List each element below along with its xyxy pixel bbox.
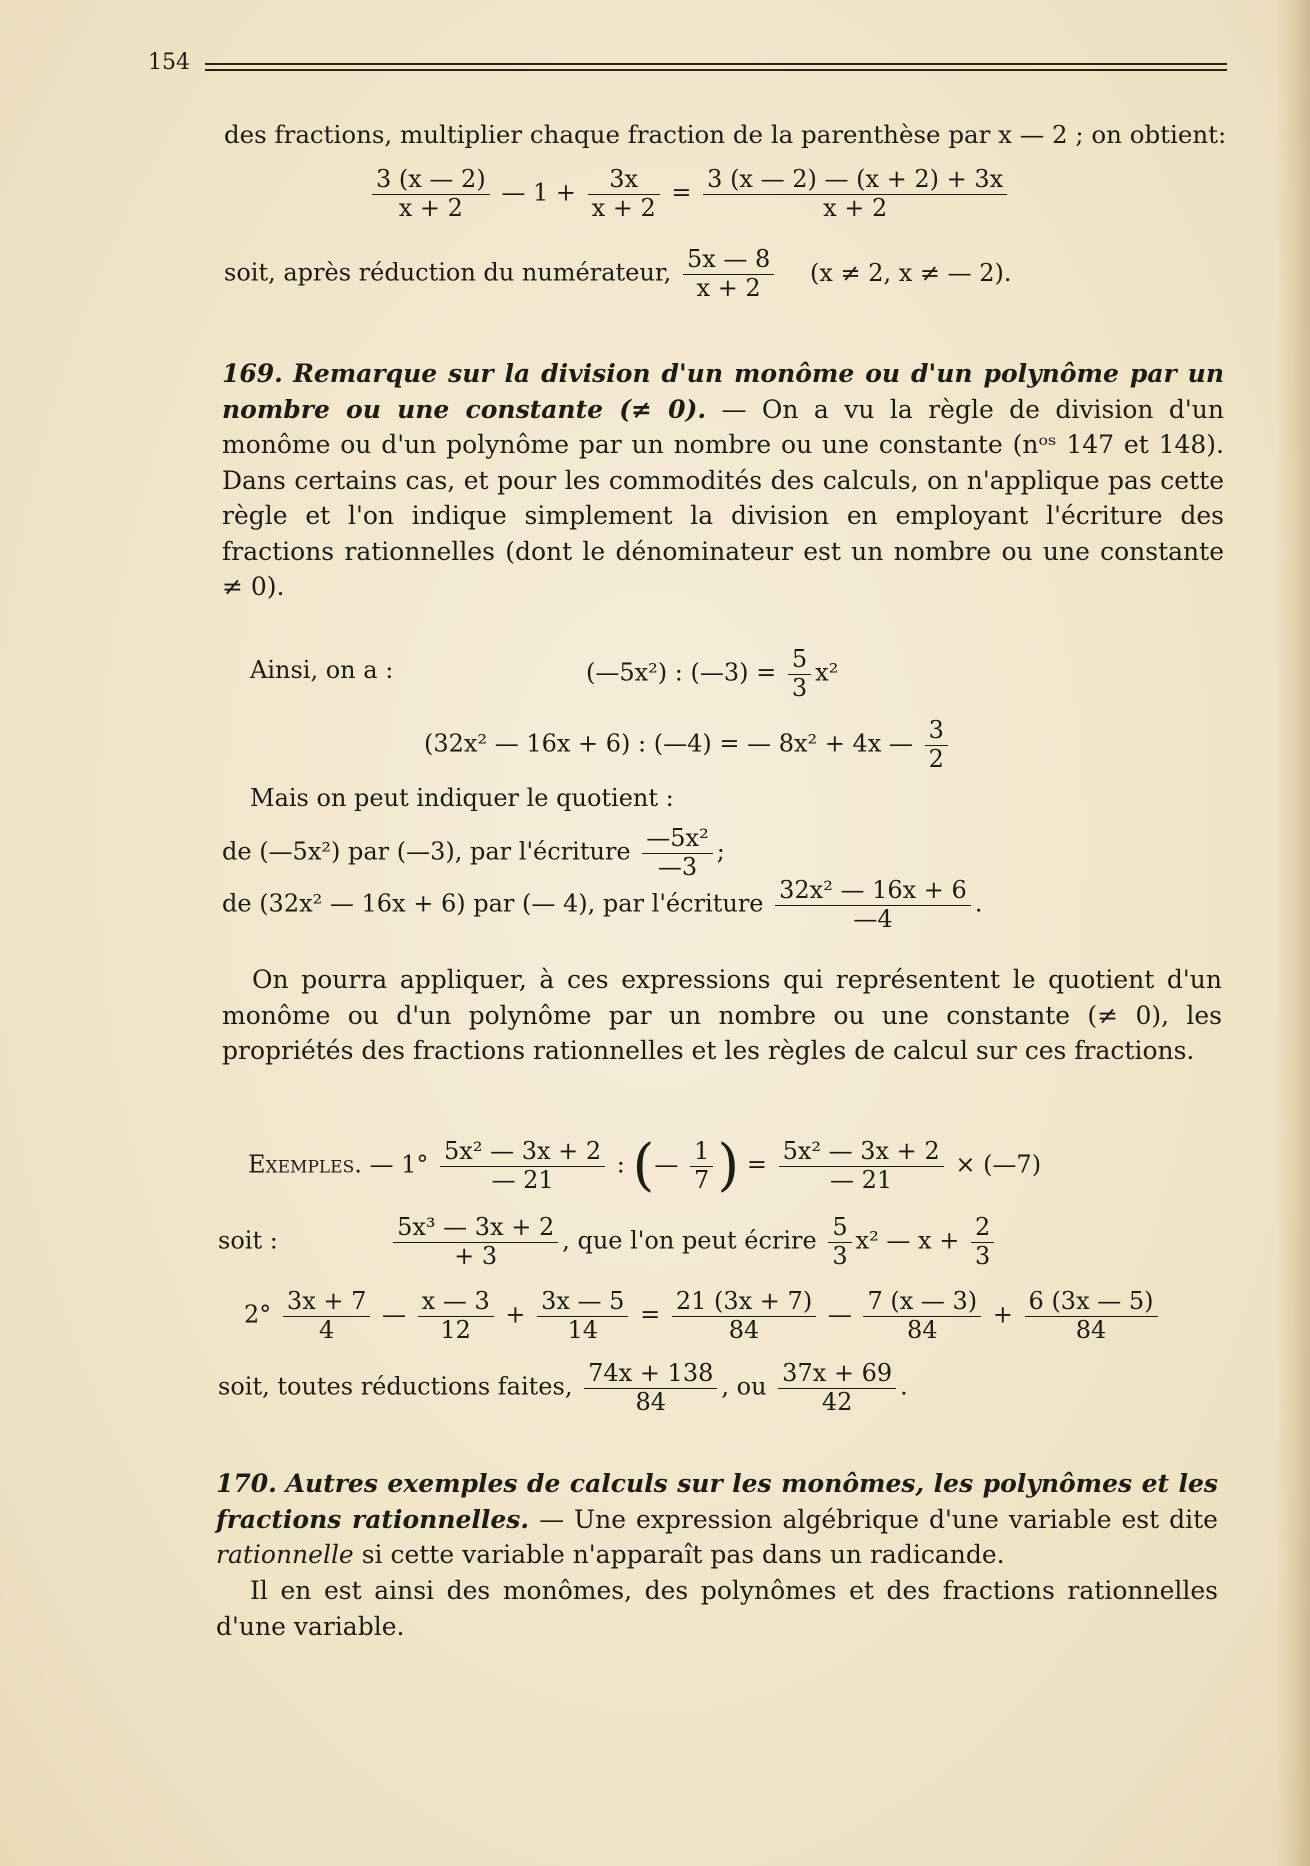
pourra-paragraph: On pourra appliquer, à ces expressions qui représentent le quotient d'un monôme ou d'un polynôme par un nombre ou une constante (≠ 0), les propriétés des fractions rationnelles et les règles de calcul sur ces fractions. [222,965,1222,1065]
fraction: $\frac{3}{2}$ [925,717,948,773]
fraction: $\frac{3 (x — 2)}{x + 2}$ [372,166,490,222]
fraction: $\frac{21 (3x + 7)}{84}$ [672,1288,816,1344]
header-rule-bottom [205,69,1227,71]
mais-line: Mais on peut indiquer le quotient : [250,784,674,812]
fraction: $\frac{5}{3}$ [828,1214,851,1270]
section-170: 170. Autres exemples de calculs sur les monômes, les polynômes et les fractions rationnelles. — Une expression algébrique d'une variable est dite rationnelle si cette variable n'apparaît pas dans un radicande. [216,1469,1218,1569]
example-1-result: soit : $\frac{\text{5x³ — 3x + 2}}{+ 3}$ , que l'on peut écrire $\frac{5}{3}$ x² — x + $\frac{2}{3}$ [218,1214,998,1270]
fraction: $\frac{\text{5x² — 3x + 2}}{— 21}$ [440,1138,605,1194]
section-body: — On a vu la règle de division d'un monôme ou d'un polynôme par un nombre ou une constante (nᵒˢ 147 et 148). Dans certains cas, et pour les commodités des calculs, on n'applique pas cette règle et l'on indique simplement la division en employant l'écriture des fractions rationnelles (dont le dénominateur est un nombre ou une constante ≠ 0). [222,394,1224,601]
fraction: $\frac{7 (x — 3)}{84}$ [863,1288,981,1344]
page-edge-shadow [1276,0,1310,1866]
intro-equation: $\frac{3 (x — 2)}{x + 2}$ — 1 + $\frac{3x}{x + 2}$ = $\frac{3 (x — 2) — (x + 2) + 3x}{x + 2}$ [368,166,1011,222]
section-title: Remarque sur la division d'un monôme ou d'un polynôme par un nombre ou une constante (≠ 0). [222,359,1224,424]
fraction: $\frac{3x + 7}{4}$ [283,1288,370,1344]
fraction: $\frac{3 (x — 2) — (x + 2) + 3x}{x + 2}$ [703,166,1007,222]
fraction: $\frac{5x — 8}{x + 2}$ [683,246,774,302]
section-169 [222,356,1224,605]
section-number: 170. [216,1469,277,1498]
ainsi-label: Ainsi, on a : [250,656,394,684]
section-number: 169. [222,359,283,388]
fraction: $\frac{3x — 5}{14}$ [537,1288,628,1344]
section-title: Autres exemples de calculs sur les monômes, les polynômes et les fractions rationnelles. [216,1469,1218,1534]
fraction: $\frac{\text{5x³ — 3x + 2}}{+ 3}$ [393,1214,558,1270]
fraction: $\frac{x — 3}{12}$ [418,1288,494,1344]
section-170-continued: Il en est ainsi des monômes, des polynômes et des fractions rationnelles d'une variable. [216,1576,1218,1641]
example-2-result: soit, toutes réductions faites, $\frac{74x + 138}{84}$ , ou $\frac{37x + 69}{42}$ . [218,1359,908,1416]
fraction: $\frac{\text{—5x²}}{—3}$ [642,825,712,881]
fraction: $\frac{6 (3x — 5)}{84}$ [1025,1288,1158,1344]
fraction: $\frac{74x + 138}{84}$ [584,1360,717,1416]
fraction: $\frac{1}{7}$ [690,1138,713,1194]
header-rule-top [205,63,1227,65]
example-division-1: (—5x²) : (—3) = $\frac{5}{3}$ x² [586,645,839,702]
fraction: $\frac{3x}{x + 2}$ [588,166,660,222]
fraction: $\frac{37x + 69}{42}$ [778,1360,896,1416]
example-2: 2° $\frac{3x + 7}{4}$ — $\frac{x — 3}{12}$ + $\frac{3x — 5}{14}$ = $\frac{21 (3x + 7)}{84}$ — $\frac{7 (x — 3)}{84}$ + $\frac{6 (3x — 5)}{84}$ [244,1288,1162,1344]
fraction: $\frac{5}{3}$ [788,646,811,702]
fraction: $\frac{\text{32x² — 16x + 6}}{—4}$ [775,877,971,933]
example-1: Exemples. — 1° $\frac{\text{5x² — 3x + 2}}{— 21}$ : (— $\frac{1}{7}$ ) = $\frac{\text{5x² — 3x + 2}}{— 21}$ × (—7) [248,1133,1042,1199]
quotient-line-2: de (32x² — 16x + 6) par (— 4), par l'écriture $\frac{\text{32x² — 16x + 6}}{—4}$ . [222,876,983,933]
fraction: $\frac{\text{5x² — 3x + 2}}{— 21}$ [779,1138,944,1194]
quotient-line-1: de (—5x²) par (—3), par l'écriture $\frac{\text{—5x²}}{—3}$ ; [222,824,725,881]
example-division-2: (32x² — 16x + 6) : (—4) = — 8x² + 4x — $\frac{3}{2}$ [424,717,952,773]
page-number: 154 [148,50,190,75]
intro-line: des fractions, multiplier chaque fraction de la parenthèse par x — 2 ; on obtient: [224,120,1227,149]
fraction: $\frac{2}{3}$ [971,1214,994,1270]
reduction-line: soit, après réduction du numérateur, $\frac{5x — 8}{x + 2}$ (x ≠ 2, x ≠ — 2). [224,245,1012,302]
